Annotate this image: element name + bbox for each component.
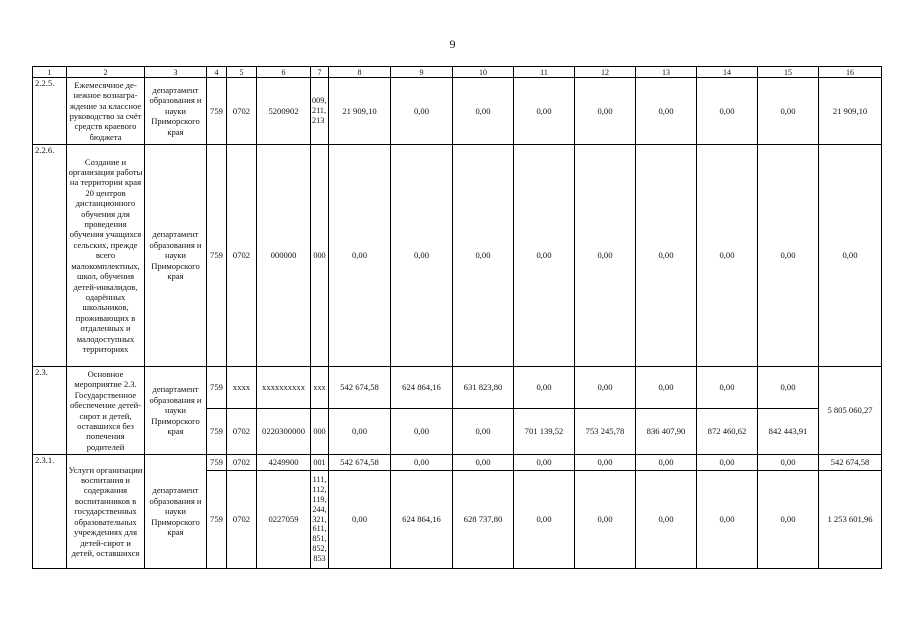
cell-c6: 5200902 [257, 78, 311, 145]
col-header-9: 9 [391, 67, 453, 78]
cell-c6: хххххххххх [257, 367, 311, 409]
cell-c9: 624 864,16 [391, 471, 453, 569]
cell-c6: 0227059 [257, 471, 311, 569]
cell-c5: 0702 [227, 145, 257, 367]
col-header-2: 2 [67, 67, 145, 78]
col-header-3: 3 [145, 67, 207, 78]
cell-c7: 000 [311, 409, 329, 455]
cell-c11: 0,00 [514, 455, 575, 471]
cell-c12: 0,00 [575, 145, 636, 367]
cell-c4: 759 [207, 78, 227, 145]
cell-c4: 759 [207, 367, 227, 409]
cell-c8: 21 909,10 [329, 78, 391, 145]
cell-c4: 759 [207, 471, 227, 569]
col-header-4: 4 [207, 67, 227, 78]
col-header-13: 13 [636, 67, 697, 78]
cell-c13: 0,00 [636, 78, 697, 145]
cell-c8: 542 674,58 [329, 455, 391, 471]
item-number: 2.3. [33, 367, 67, 455]
cell-c12: 0,00 [575, 367, 636, 409]
budget-table [32, 66, 882, 569]
cell-c15: 0,00 [758, 145, 819, 367]
item-name: Основное мероприятие 2.3. Государственное обеспечение детей-сирот и детей, оставшихся без попечения родителей [67, 367, 145, 455]
cell-c5: 0702 [227, 409, 257, 455]
cell-c12: 0,00 [575, 78, 636, 145]
cell-c7: 001 [311, 455, 329, 471]
cell-c5: хххх [227, 367, 257, 409]
cell-c16-total: 5 805 060,27 [819, 367, 882, 455]
cell-c11: 0,00 [514, 471, 575, 569]
table-row [33, 78, 882, 145]
cell-c14: 0,00 [697, 471, 758, 569]
cell-c15: 0,00 [758, 471, 819, 569]
cell-c8: 542 674,58 [329, 367, 391, 409]
cell-c11: 0,00 [514, 78, 575, 145]
cell-c9: 0,00 [391, 145, 453, 367]
cell-c16: 0,00 [819, 145, 882, 367]
item-executor: департамент образования и науки Приморского края [145, 367, 207, 455]
cell-c10: 631 823,80 [453, 367, 514, 409]
cell-c5: 0702 [227, 455, 257, 471]
cell-c15: 0,00 [758, 367, 819, 409]
cell-c7: ххх [311, 367, 329, 409]
cell-c6: 0220300000 [257, 409, 311, 455]
cell-c7: 009, 211, 213 [311, 78, 329, 145]
col-header-14: 14 [697, 67, 758, 78]
item-number: 2.2.6. [33, 145, 67, 367]
cell-c12: 0,00 [575, 455, 636, 471]
item-executor: департамент образования и науки Приморского края [145, 145, 207, 367]
cell-c4: 759 [207, 455, 227, 471]
cell-c16: 1 253 601,96 [819, 471, 882, 569]
cell-c14: 0,00 [697, 78, 758, 145]
col-header-16: 16 [819, 67, 882, 78]
table-row [33, 145, 882, 367]
col-header-8: 8 [329, 67, 391, 78]
cell-c11: 0,00 [514, 145, 575, 367]
cell-c8: 0,00 [329, 471, 391, 569]
col-header-10: 10 [453, 67, 514, 78]
cell-c13: 0,00 [636, 471, 697, 569]
cell-c7: 111, 112, 119, 244, 321, 611, 851, 852, 853 [311, 471, 329, 569]
cell-c14: 0,00 [697, 367, 758, 409]
cell-c9: 0,00 [391, 409, 453, 455]
item-number: 2.3.1. [33, 455, 67, 569]
col-header-11: 11 [514, 67, 575, 78]
cell-c15: 0,00 [758, 78, 819, 145]
cell-c10: 628 737,80 [453, 471, 514, 569]
col-header-15: 15 [758, 67, 819, 78]
cell-c12: 0,00 [575, 471, 636, 569]
cell-c10: 0,00 [453, 78, 514, 145]
cell-c4: 759 [207, 145, 227, 367]
cell-c8: 0,00 [329, 145, 391, 367]
cell-c11: 0,00 [514, 367, 575, 409]
col-header-5: 5 [227, 67, 257, 78]
cell-c5: 0702 [227, 78, 257, 145]
table-row [33, 367, 882, 409]
cell-c12: 753 245,78 [575, 409, 636, 455]
cell-c7: 000 [311, 145, 329, 367]
cell-c10: 0,00 [453, 455, 514, 471]
cell-c9: 0,00 [391, 455, 453, 471]
table-row [33, 455, 882, 471]
item-executor: департамент образования и науки Приморского края [145, 455, 207, 569]
cell-c16: 542 674,58 [819, 455, 882, 471]
cell-c5: 0702 [227, 471, 257, 569]
cell-c14: 0,00 [697, 455, 758, 471]
page-number: 9 [449, 37, 456, 51]
cell-c14: 872 460,62 [697, 409, 758, 455]
col-header-7: 7 [311, 67, 329, 78]
cell-c15: 0,00 [758, 455, 819, 471]
item-number: 2.2.5. [33, 78, 67, 145]
col-header-1: 1 [33, 67, 67, 78]
cell-c10: 0,00 [453, 409, 514, 455]
cell-c9: 624 864,16 [391, 367, 453, 409]
cell-c14: 0,00 [697, 145, 758, 367]
cell-c11: 701 139,52 [514, 409, 575, 455]
cell-c13: 836 407,90 [636, 409, 697, 455]
cell-c13: 0,00 [636, 455, 697, 471]
cell-c13: 0,00 [636, 145, 697, 367]
item-executor: департамент образования и науки Приморского края [145, 78, 207, 145]
cell-c6: 000000 [257, 145, 311, 367]
cell-c16: 21 909,10 [819, 78, 882, 145]
col-header-6: 6 [257, 67, 311, 78]
item-name: Создание и организация работы на территории края 20 центров дистанционного обучения для проведения обучения учащихся сельских, прежде всего малокомплектных, школ, обучения детей-инвалидов, одарённых школьников, проживающих в отдаленных и малодоступных территориях [67, 145, 145, 367]
cell-c10: 0,00 [453, 145, 514, 367]
cell-c8: 0,00 [329, 409, 391, 455]
cell-c15: 842 443,91 [758, 409, 819, 455]
item-name: Услуги организации воспитания и содержания воспитанников в государственных образовательных учреждениях для детей-сирот и детей, оставшихся [67, 455, 145, 569]
cell-c4: 759 [207, 409, 227, 455]
item-name: Ежемесячное де-нежное вознагра-ждение за классное руководство за счёт средств краевого бюджета [67, 78, 145, 145]
column-number-row [33, 67, 882, 78]
cell-c9: 0,00 [391, 78, 453, 145]
cell-c6: 4249900 [257, 455, 311, 471]
cell-c13: 0,00 [636, 367, 697, 409]
col-header-12: 12 [575, 67, 636, 78]
